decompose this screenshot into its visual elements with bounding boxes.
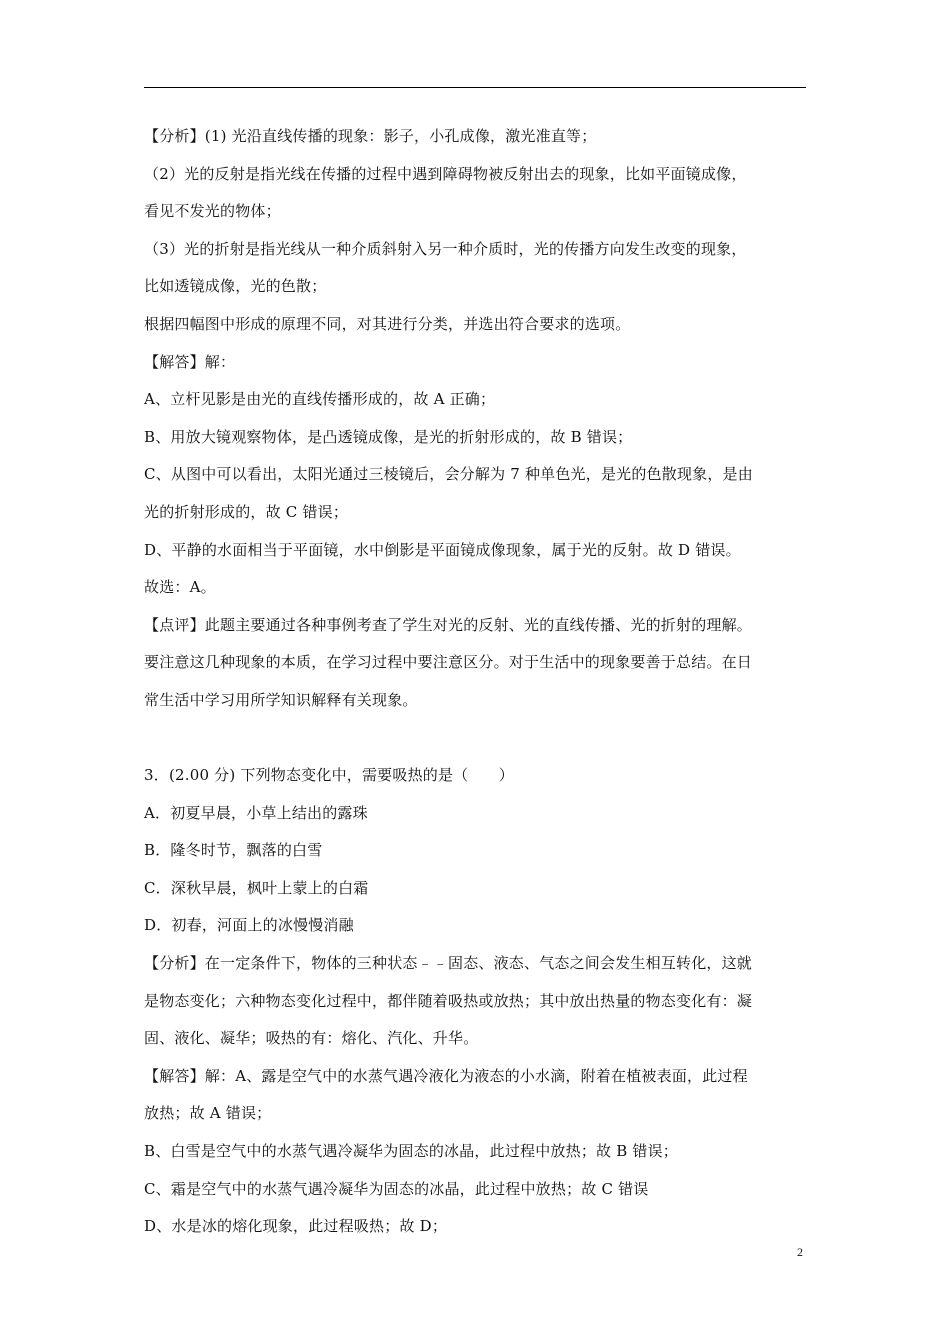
question-text-line: B．隆冬时节，飘落的白雪 bbox=[144, 841, 323, 860]
analysis-text-line: D、平静的水面相当于平面镜，水中倒影是平面镜成像现象，属于光的反射。故 D 错误。 bbox=[144, 540, 741, 559]
question-text-line: 固、液化、凝华；吸热的有：熔化、汽化、升华。 bbox=[144, 1029, 479, 1048]
analysis-text-line: 根据四幅图中形成的原理不同，对其进行分类，并选出符合要求的选项。 bbox=[144, 314, 631, 333]
analysis-text-line: 【解答】解： bbox=[144, 352, 236, 371]
question-text-line: 【解答】解：A、露是空气中的水蒸气遇冷液化为液态的小水滴，附着在植被表面，此过程 bbox=[144, 1066, 748, 1085]
analysis-text-line: 看见不发光的物体； bbox=[144, 202, 281, 221]
question-3-section bbox=[144, 757, 808, 1246]
analysis-text-line: 要注意这几种现象的本质，在学习过程中要注意区分。对于生活中的现象要善于总结。在日 bbox=[144, 653, 753, 672]
analysis-text-line: 【分析】(1) 光沿直线传播的现象：影子，小孔成像，激光准直等； bbox=[144, 127, 597, 145]
question-text-line: 放热；故 A 错误； bbox=[144, 1104, 272, 1123]
analysis-text-line: 常生活中学习用所学知识解释有关现象。 bbox=[144, 690, 418, 709]
question-text-line: C．深秋早晨，枫叶上蒙上的白霜 bbox=[144, 878, 369, 897]
analysis-text-line: （2）光的反射是指光线在传播的过程中遇到障碍物被反射出去的现象，比如平面镜成像， bbox=[144, 164, 747, 183]
document-body bbox=[144, 118, 808, 1246]
analysis-text-line: 光的折射形成的，故 C 错误； bbox=[144, 502, 349, 521]
question-text-line: C、霜是空气中的水蒸气遇冷凝华为固态的冰晶，此过程中放热；故 C 错误 bbox=[144, 1179, 649, 1198]
header-rule bbox=[144, 87, 806, 88]
analysis-text-line: C、从图中可以看出，太阳光通过三棱镜后，会分解为 7 种单色光，是光的色散现象，是由 bbox=[144, 465, 753, 484]
previous-answer-section bbox=[144, 118, 808, 720]
question-text-line: 是物态变化；六种物态变化过程中，都伴随着吸热或放热；其中放出热量的物态变化有：凝 bbox=[144, 991, 753, 1010]
question-text-line: 3．(2.00 分) 下列物态变化中，需要吸热的是（ ） bbox=[144, 766, 514, 785]
question-text-line: D．初春，河面上的冰慢慢消融 bbox=[144, 916, 354, 935]
analysis-text-line: 故选：A。 bbox=[144, 578, 216, 597]
analysis-text-line: A、立杆见影是由光的直线传播形成的，故 A 正确； bbox=[144, 390, 496, 409]
question-text-line: B、白雪是空气中的水蒸气遇冷凝华为固态的冰晶，此过程中放热；故 B 错误； bbox=[144, 1142, 678, 1161]
section-gap bbox=[144, 720, 808, 758]
analysis-text-line: B、用放大镜观察物体，是凸透镜成像，是光的折射形成的，故 B 错误； bbox=[144, 427, 633, 446]
question-text-line: D、水是冰的熔化现象，此过程吸热；故 D； bbox=[144, 1217, 448, 1236]
page-number: 2 bbox=[797, 1245, 803, 1259]
analysis-text-line: （3）光的折射是指光线从一种介质斜射入另一种介质时，光的传播方向发生改变的现象， bbox=[144, 239, 747, 258]
question-text-line: 【分析】在一定条件下，物体的三种状态﹣﹣固态、液态、气态之间会发生相互转化，这就 bbox=[144, 954, 753, 973]
question-text-line: A．初夏早晨，小草上结出的露珠 bbox=[144, 803, 368, 822]
analysis-text-line: 【点评】此题主要通过各种事例考查了学生对光的反射、光的直线传播、光的折射的理解。 bbox=[144, 615, 753, 634]
analysis-text-line: 比如透镜成像，光的色散； bbox=[144, 277, 327, 296]
